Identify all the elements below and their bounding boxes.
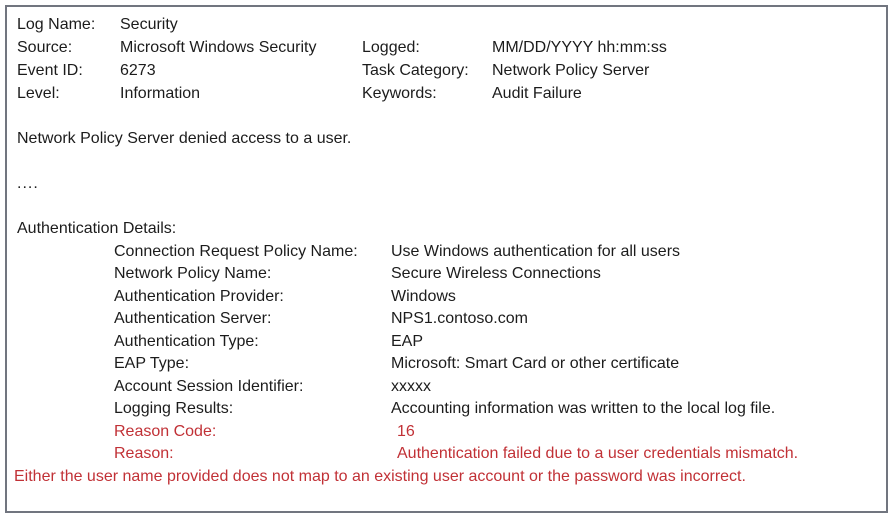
field-label: Logged: [362,39,420,56]
field-value: Audit Failure [492,85,582,102]
detail-row-network-policy-name [17,263,876,286]
detail-value: xxxxx [391,377,431,395]
detail-value: NPS1.contoso.com [391,310,528,327]
field-value [492,13,876,36]
detail-label: Account Session Identifier: [114,377,304,395]
detail-label: Reason: [114,445,174,462]
detail-row-authentication-provider [17,286,876,309]
detail-label: Authentication Server: [114,310,272,327]
field-label: Source: [17,39,73,56]
field-label [362,13,492,36]
field-value: Information [120,85,201,102]
field-label: Keywords: [362,85,437,102]
header-row-eventid-taskcategory [17,59,876,82]
event-log-panel [5,5,888,513]
detail-value: Secure Wireless Connections [391,265,601,282]
detail-row-account-session-identifier [17,376,876,399]
field-label: Event ID: [17,62,83,79]
detail-value: Microsoft: Smart Card or other certificate [391,355,680,372]
event-description: Network Policy Server denied access to a user. [17,130,352,147]
detail-label: Authentication Provider: [114,287,284,305]
field-value: Security [120,16,178,33]
field-value: MM/DD/YYYY hh:mm:ss [492,39,667,56]
detail-label: EAP Type: [114,355,190,372]
detail-value: Accounting information was written to the local log file. [391,400,776,417]
detail-value: Use Windows authentication for all users [391,242,681,260]
detail-row-authentication-server [17,308,876,331]
ellipsis-text: .... [17,175,39,192]
detail-label: Authentication Type: [114,332,259,350]
detail-label: Network Policy Name: [114,265,272,282]
detail-label: Connection Request Policy Name: [114,242,358,260]
event-header [17,13,876,105]
reason-note: Either the user name provided does not map to an existing user account or the password was incorrect. [14,467,746,485]
auth-details-heading: Authentication Details: [17,220,177,237]
detail-row-reason [17,443,876,466]
field-value: 6273 [120,62,156,79]
detail-label: Reason Code: [114,422,217,440]
detail-value: Authentication failed due to a user credentials mismatch. [397,445,799,462]
detail-row-connection-request-policy [17,241,876,264]
detail-row-logging-results [17,398,876,421]
field-value: Network Policy Server [492,62,650,79]
field-label: Level: [17,85,60,102]
detail-label: Logging Results: [114,400,234,417]
detail-row-reason-code [17,421,876,444]
detail-value: 16 [397,422,415,440]
detail-value: Windows [391,287,456,305]
field-label: Task Category: [362,62,469,79]
detail-value: EAP [391,332,424,350]
auth-details-list [17,241,876,466]
header-row-level-keywords [17,82,876,105]
field-value: Microsoft Windows Security [120,39,317,56]
header-row-log-name [17,13,876,36]
detail-row-authentication-type [17,331,876,354]
detail-row-eap-type [17,353,876,376]
header-row-source-logged [17,36,876,59]
field-label: Log Name: [17,16,96,33]
